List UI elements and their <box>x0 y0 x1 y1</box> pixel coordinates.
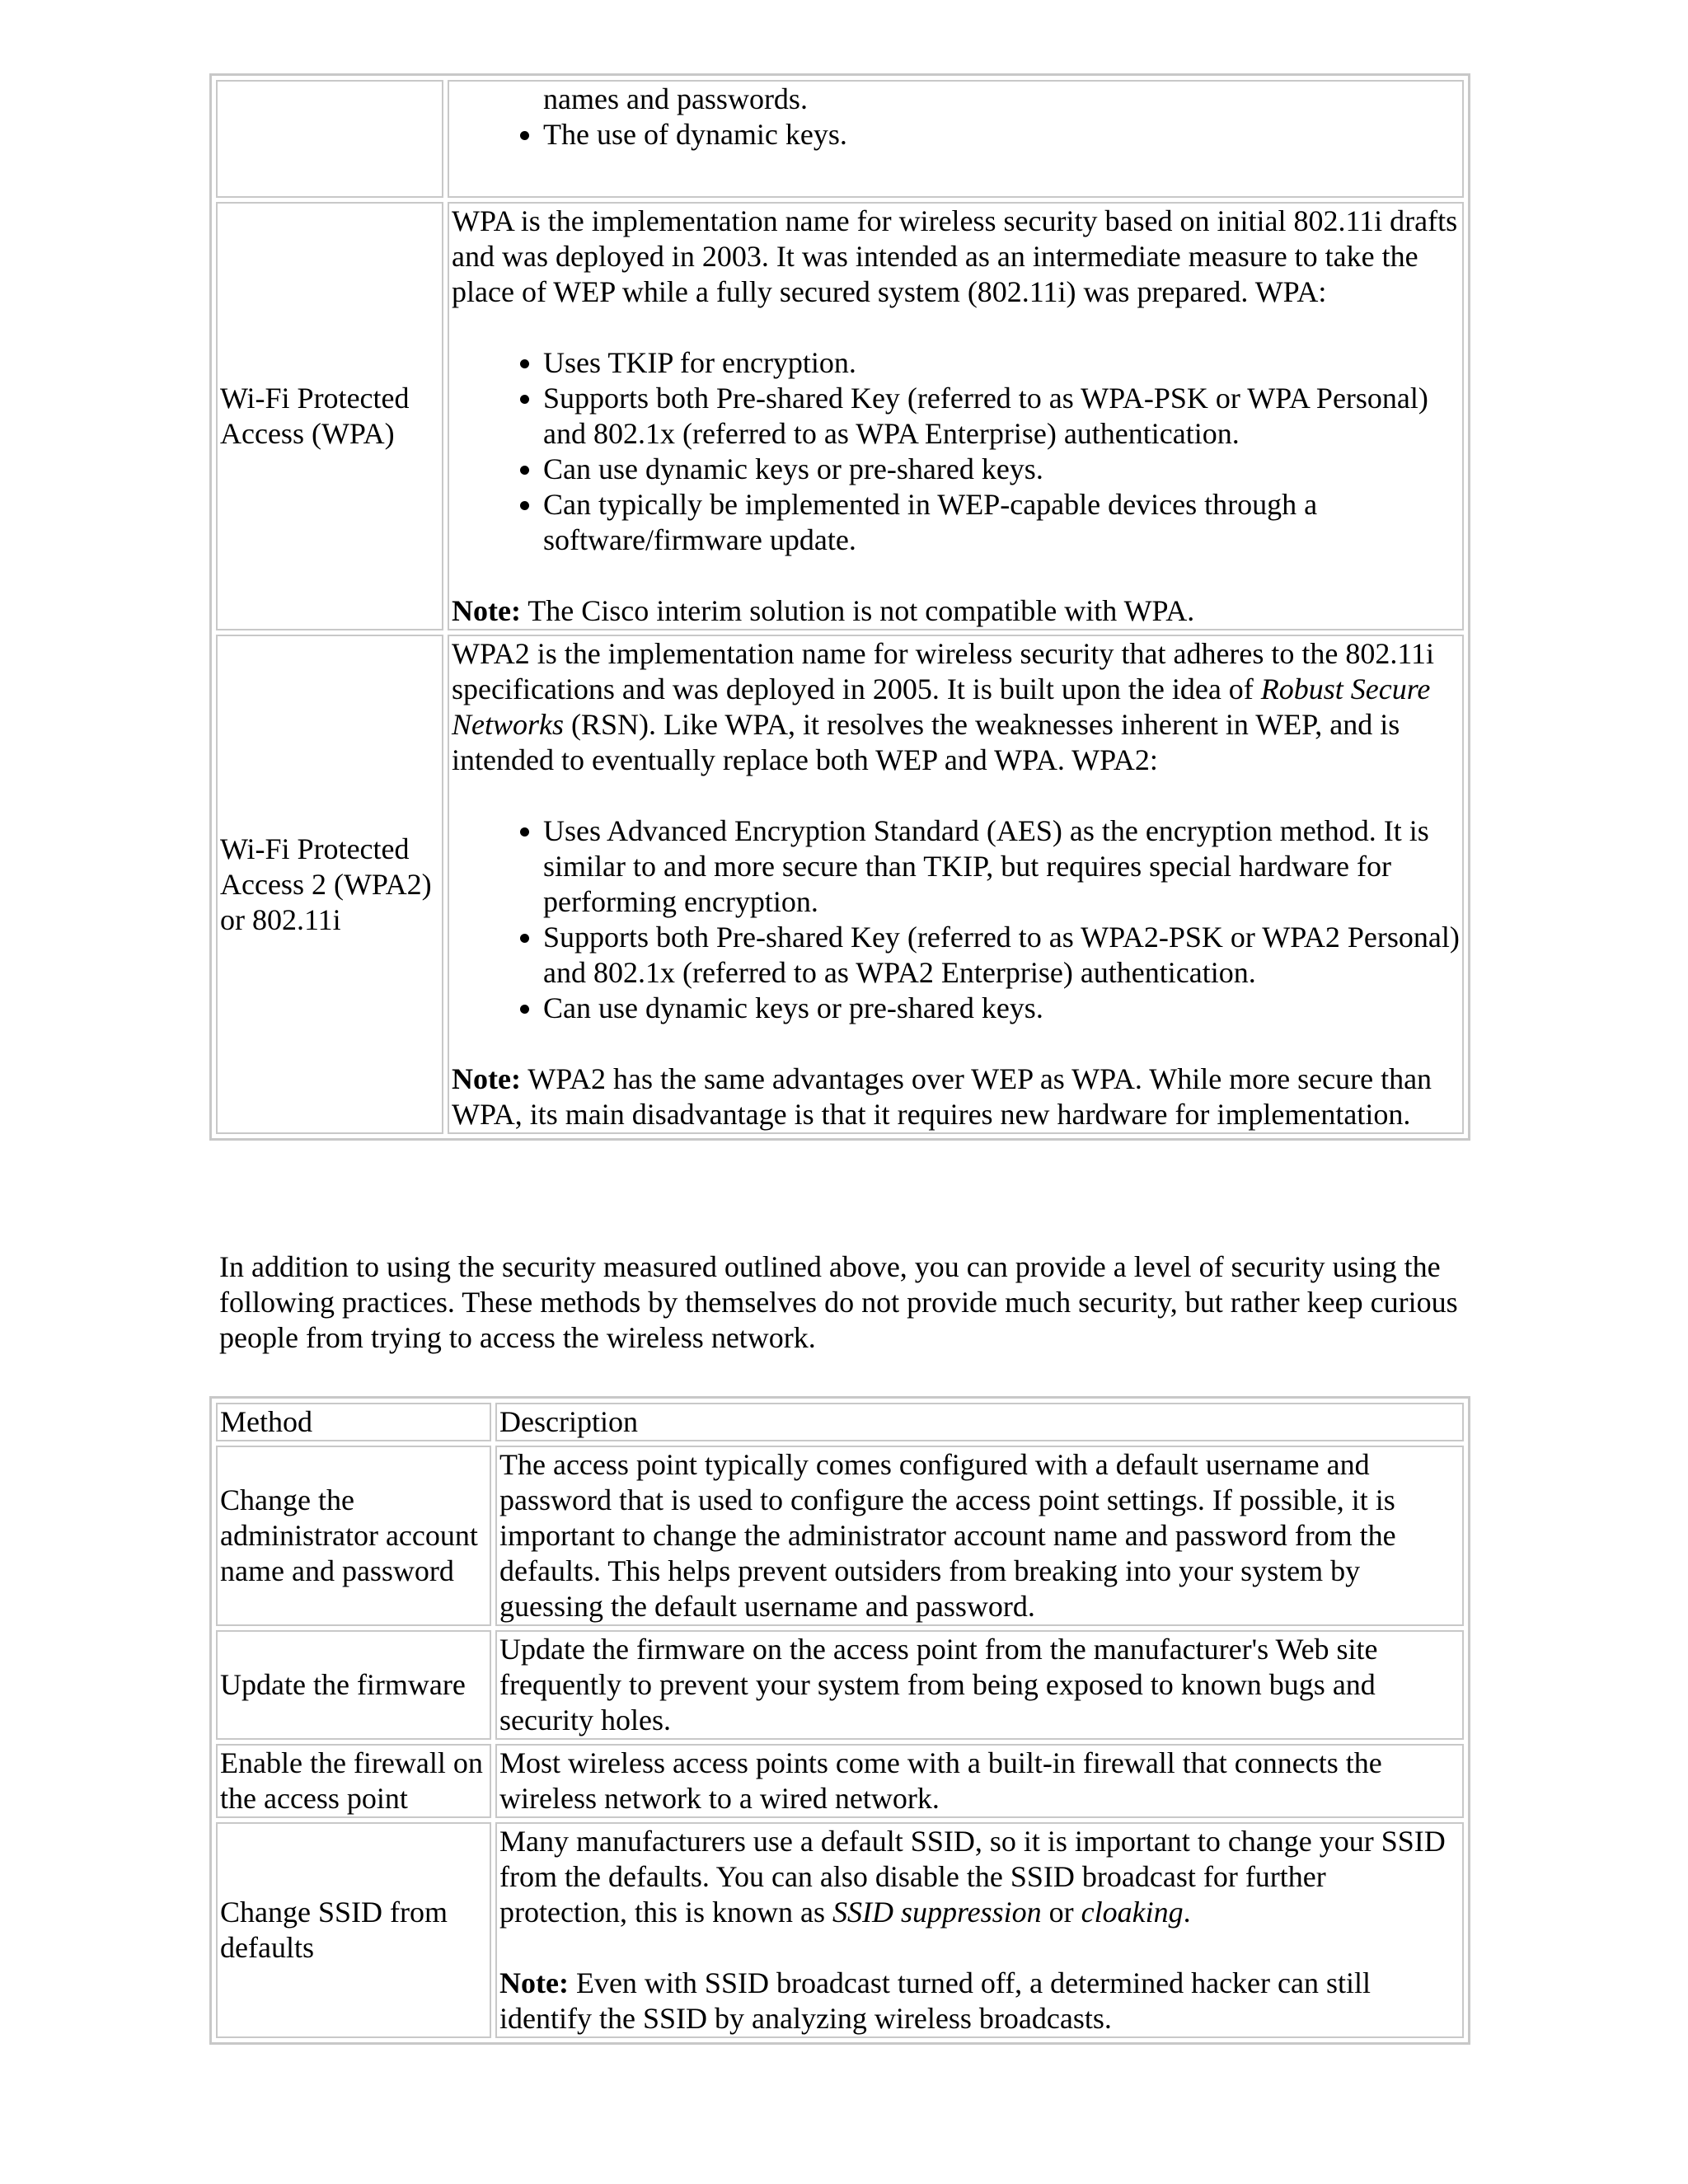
bullet-list <box>452 82 1461 152</box>
note <box>499 1966 1461 2036</box>
method-cell: Update the firmware <box>216 1630 491 1740</box>
column-header-description: Description <box>495 1403 1464 1441</box>
standard-description-cell <box>448 202 1464 630</box>
table-row <box>216 1822 1464 2038</box>
table-header-row <box>216 1403 1464 1441</box>
security-practices-table <box>209 1396 1470 2045</box>
standard-name-cell: Wi-Fi Protected Access (WPA) <box>216 202 443 630</box>
description-cell: Many manufacturers use a default SSID, so it is important to change your SSID from the defaults. You can also disable the SSID broadcast for further protection, this is known as SSID suppression or cloaking. Note: Even with SSID broadcast turned off, a determined hacker can still identify the SSID by analyzing wireless broadcasts. <box>495 1822 1464 2038</box>
note <box>452 593 1461 629</box>
list-item: • Uses TKIP for encryption. <box>543 345 1461 381</box>
list-item: • Can use dynamic keys or pre-shared keys. <box>543 452 1461 487</box>
description-cell: Update the firmware on the access point from the manufacturer's Web site frequently to prevent your system from being exposed to known bugs and security holes. <box>495 1630 1464 1740</box>
method-cell: Change the administrator account name and password <box>216 1446 491 1626</box>
list-item: • Uses Advanced Encryption Standard (AES) as the encryption method. It is similar to and more secure than TKIP, but requires special hardware for performing encryption. <box>543 813 1461 920</box>
method-cell: Enable the firewall on the access point <box>216 1744 491 1818</box>
table-row <box>216 635 1464 1134</box>
standard-intro: WPA is the implementation name for wireless security based on initial 802.11i drafts and was deployed in 2003. It was intended as an intermediate measure to take the place of WEP while a fully secured system (802.11i) was prepared. WPA: <box>452 204 1458 308</box>
note-label: Note: <box>499 1966 569 1999</box>
table-row <box>216 202 1464 630</box>
table-row <box>216 1630 1464 1740</box>
note-label: Note: <box>452 594 521 627</box>
list-item: • Supports both Pre-shared Key (referred to as WPA2-PSK or WPA2 Personal) and 802.1x (referred to as WPA2 Enterprise) authentication. <box>543 920 1461 991</box>
standard-description-cell <box>448 80 1464 198</box>
note-text: WPA2 has the same advantages over WEP as WPA. While more secure than WPA, its main disadvantage is that it requires new hardware for implementation. <box>452 1062 1432 1131</box>
column-header-method: Method <box>216 1403 491 1441</box>
method-cell: Change SSID from defaults <box>216 1822 491 2038</box>
table-row <box>216 80 1464 198</box>
standard-intro: WPA2 is the implementation name for wireless security that adheres to the 802.11i specifications and was deployed in 2005. It is built upon the idea of Robust Secure Networks (RSN). Like WPA, it resolves the weaknesses inherent in WEP, and is intended to eventually replace both WEP and WPA. WPA2: <box>452 637 1435 776</box>
table-row <box>216 1446 1464 1626</box>
list-item: • The use of dynamic keys. <box>543 117 1461 152</box>
emphasis: cloaking <box>1081 1896 1184 1929</box>
description-cell: Most wireless access points come with a built-in firewall that connects the wireless network to a wired network. <box>495 1744 1464 1818</box>
bullet-list <box>452 813 1461 1026</box>
list-item: • Supports both Pre-shared Key (referred to as WPA-PSK or WPA Personal) and 802.1x (referred to as WPA Enterprise) authentication. <box>543 381 1461 452</box>
standard-description-cell <box>448 635 1464 1134</box>
body-paragraph: In addition to using the security measured outlined above, you can provide a level of security using the following practices. These methods by themselves do not provide much security, but rather keep curious people from trying to access the wireless network. <box>219 1250 1458 1354</box>
note-text: Even with SSID broadcast turned off, a determined hacker can still identify the SSID by analyzing wireless broadcasts. <box>499 1966 1371 2035</box>
emphasis: Robust Secure Networks <box>452 673 1431 741</box>
list-item: • Can use dynamic keys or pre-shared keys. <box>543 991 1461 1026</box>
note <box>452 1062 1461 1132</box>
standard-name-cell <box>216 80 443 198</box>
standard-name-cell: Wi-Fi Protected Access 2 (WPA2) or 802.11i <box>216 635 443 1134</box>
note-label: Note: <box>452 1062 521 1095</box>
description-cell: The access point typically comes configured with a default username and password that is used to configure the access point settings. If possible, it is important to change the administrator account name and password from the defaults. This helps prevent outsiders from breaking into your system by guessing the default username and password. <box>495 1446 1464 1626</box>
note-text: The Cisco interim solution is not compatible with WPA. <box>520 594 1195 627</box>
list-item: • Can typically be implemented in WEP-capable devices through a software/firmware update. <box>543 487 1461 558</box>
emphasis: SSID suppression <box>832 1896 1042 1929</box>
bullet-list <box>452 345 1461 558</box>
table-row <box>216 1744 1464 1818</box>
list-item: names and passwords. <box>543 82 808 115</box>
security-standards-table <box>209 73 1470 1141</box>
